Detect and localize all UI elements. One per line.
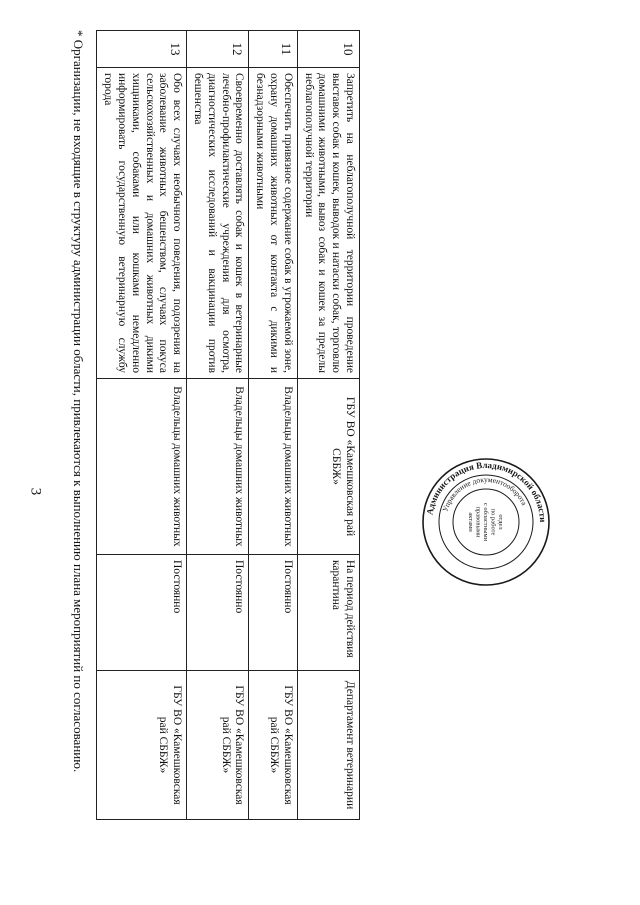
measure-text: Обеспечить привязное содержание собак в угрожаемой зоне, охрану домашних животных от контакта с дикими и безнадзорными животными bbox=[249, 68, 297, 379]
seal-center-line: актами bbox=[466, 512, 474, 532]
table-row bbox=[297, 31, 359, 820]
responsible: ГБУ ВО «Камешковская рай СББЖ» bbox=[187, 671, 249, 820]
deadline: На период действия карантина bbox=[297, 555, 359, 671]
executor: Владельцы домашних животных bbox=[97, 379, 187, 555]
page-number: 3 bbox=[27, 487, 44, 496]
row-number: 12 bbox=[187, 31, 249, 68]
responsible: ГБУ ВО «Камешковская рай СББЖ» bbox=[97, 671, 187, 820]
table-row bbox=[249, 31, 297, 820]
row-number: 13 bbox=[97, 31, 187, 68]
footnote: * Организации, не входящие в структуру администрации области, привлекаются к выполнению плана мероприятий по согласованию. bbox=[71, 30, 87, 773]
deadline: Постоянно bbox=[187, 555, 249, 671]
responsible: ГБУ ВО «Камешковская рай СББЖ» bbox=[249, 671, 297, 820]
official-seal bbox=[420, 456, 552, 588]
executor: Владельцы домашних животных bbox=[249, 379, 297, 555]
table-row bbox=[97, 31, 187, 820]
executor: ГБУ ВО «Камешковская рай СББЖ» bbox=[297, 379, 359, 555]
seal-outer-text: Администрация Владимирской области bbox=[424, 459, 549, 523]
row-number: 11 bbox=[249, 31, 297, 68]
measure-text: Запретить на неблагополучной территории проведение выставок собак и кошек, выводок и натаски собак, торговлю домашними животными, вывоз собак и кошек за пределы неблагополучной территории bbox=[297, 68, 359, 379]
seal-ring-text: Управление документооборота bbox=[440, 474, 529, 513]
rotated-page-content bbox=[60, 30, 360, 830]
executor: Владельцы домашних животных bbox=[187, 379, 249, 555]
measures-table bbox=[96, 30, 360, 820]
deadline: Постоянно bbox=[249, 555, 297, 671]
table-row bbox=[187, 31, 249, 820]
row-number: 10 bbox=[297, 31, 359, 68]
measure-text: Своевременно доставлять собак и кошек в ветеринарные лечебно-профилактические учреждения для осмотра, диагностических исследований и вакцинации против бешенства bbox=[187, 68, 249, 379]
seal-center-line: по работе bbox=[489, 508, 497, 536]
seal-center-line: с областными bbox=[482, 502, 489, 542]
measure-text: Обо всех случаях необычного поведения, подозрения на заболевание животных бешенством, случаях покуса сельскохозяйственных и домашних животных дикими хищниками, собаками или кошками немедленно информировать государственную ветеринарную службу города bbox=[97, 68, 187, 379]
responsible: Департамент ветеринарии bbox=[297, 671, 359, 820]
seal-center-line: правовыми bbox=[474, 506, 482, 538]
seal-center-line: отдел bbox=[497, 514, 505, 530]
deadline: Постоянно bbox=[97, 555, 187, 671]
